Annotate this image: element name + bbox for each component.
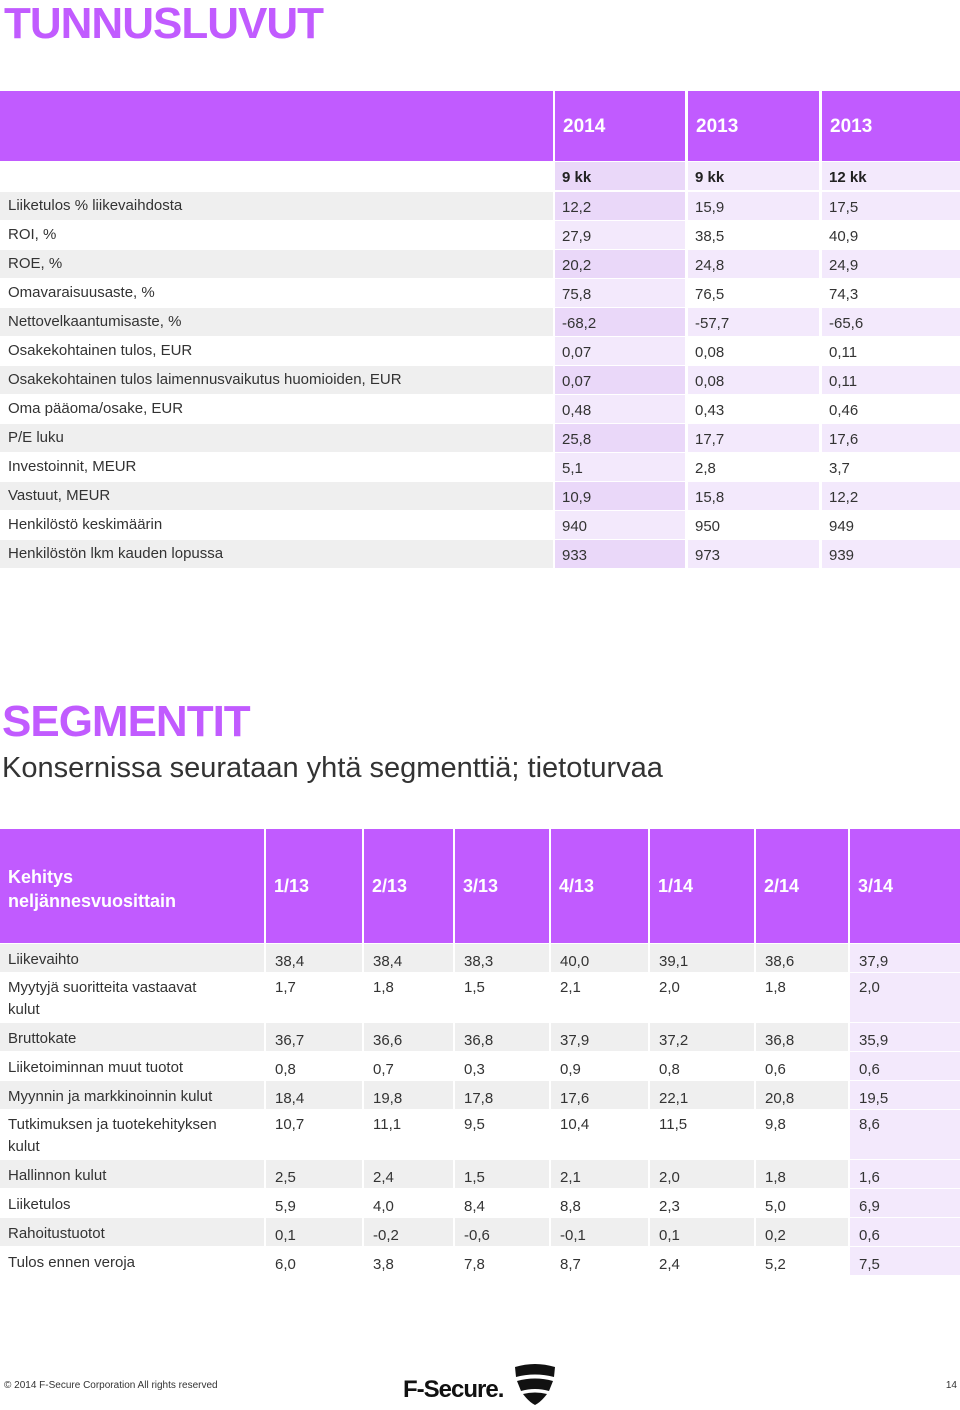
cell-value: -0,6: [455, 1218, 549, 1246]
cell-value: 36,8: [455, 1023, 549, 1051]
period-header: 12 kk: [822, 162, 960, 190]
cell-value: 0,46: [829, 402, 859, 419]
year-header: 2014: [555, 91, 685, 161]
cell-value: 40,9: [829, 228, 859, 245]
cell-value: 0,11: [822, 366, 960, 394]
cell-value: 19,5: [850, 1081, 960, 1109]
header-label-line: neljännesvuosittain: [8, 891, 177, 911]
cell-value: 939: [822, 540, 960, 568]
row-label: Nettovelkaantumisaste, %: [0, 308, 553, 336]
row-label: Henkilöstö keskimäärin: [8, 516, 163, 533]
cell-value: 949: [829, 518, 855, 535]
row-label: Tutkimuksen ja tuotekehityksen kulut: [8, 1116, 217, 1155]
row-label: Investoinnit, MEUR: [8, 458, 137, 475]
segments-header: [0, 829, 960, 943]
cell-value: 17,7: [688, 424, 819, 452]
cell-value: 2,5: [266, 1160, 362, 1188]
key-figures-header: [0, 91, 960, 161]
cell-value: 19,8: [364, 1081, 453, 1109]
quarter-header: 4/13: [551, 829, 648, 943]
row-label: Vastuut, MEUR: [0, 482, 553, 510]
cell-value: 0,43: [695, 402, 725, 419]
cell-value: 1,5: [464, 979, 485, 996]
cell-value: 2,1: [551, 1160, 648, 1188]
table-row: [0, 1022, 960, 1051]
cell-value: 36,8: [756, 1023, 848, 1051]
cell-value: 973: [688, 540, 819, 568]
cell-value: 8,8: [560, 1198, 581, 1215]
cell-value: 36,6: [364, 1023, 453, 1051]
row-label: ROI, %: [8, 226, 57, 243]
table-row: [0, 539, 960, 568]
copyright-text: © 2014 F-Secure Corporation All rights reserved: [4, 1380, 218, 1391]
cell-value: 10,4: [560, 1116, 590, 1133]
cell-value: 2,8: [695, 460, 716, 477]
cell-value: 0,11: [829, 344, 858, 361]
segments-header-label: [0, 829, 264, 943]
cell-value: 75,8: [555, 279, 685, 307]
table-row: [0, 278, 960, 307]
quarter-header: 3/14: [850, 829, 960, 943]
header-blank-cell: [0, 91, 553, 161]
year-header: 2013: [822, 91, 960, 161]
cell-value: 25,8: [555, 424, 685, 452]
cell-value: 17,5: [822, 192, 960, 220]
cell-value: 76,5: [695, 286, 725, 303]
cell-value: 1,8: [756, 1160, 848, 1188]
cell-value: 17,6: [551, 1081, 648, 1109]
cell-value: 0,08: [688, 366, 819, 394]
cell-value: 24,9: [822, 250, 960, 278]
row-label: Osakekohtainen tulos laimennusvaikutus huomioiden, EUR: [0, 366, 553, 394]
row-label: Liiketoiminnan muut tuotot: [8, 1059, 184, 1076]
cell-value: 24,8: [688, 250, 819, 278]
cell-value: 12,2: [555, 192, 685, 220]
row-label: Hallinnon kulut: [0, 1160, 264, 1188]
cell-value: -68,2: [555, 308, 685, 336]
cell-value: 0,8: [659, 1061, 680, 1078]
table-row: [0, 1080, 960, 1109]
page-number: 14: [945, 1380, 957, 1391]
cell-value: 0,6: [765, 1061, 786, 1078]
cell-value: 933: [555, 540, 685, 568]
cell-value: 2,1: [560, 979, 581, 996]
segments-subtitle: Konsernissa seurataan yhtä segmenttiä; tietoturvaa: [2, 752, 663, 784]
cell-value: 40,0: [551, 944, 648, 972]
table-row: [0, 943, 960, 972]
cell-value: 20,8: [756, 1081, 848, 1109]
row-label: Myynnin ja markkinoinnin kulut: [0, 1081, 264, 1109]
quarter-header: 2/14: [756, 829, 848, 943]
cell-value: 74,3: [829, 286, 859, 303]
table-row: [0, 191, 960, 220]
row-label: Henkilöstön lkm kauden lopussa: [0, 540, 553, 568]
cell-value: -57,7: [688, 308, 819, 336]
cell-value: 0,9: [560, 1061, 581, 1078]
cell-value: 2,0: [659, 979, 680, 996]
cell-value: 2,0: [650, 1160, 754, 1188]
cell-value: 3,8: [373, 1256, 394, 1273]
cell-value: 2,4: [364, 1160, 453, 1188]
segments-title: SEGMENTIT: [2, 697, 250, 746]
cell-value: 0,07: [555, 337, 685, 365]
cell-value: 35,9: [850, 1023, 960, 1051]
table-row: [0, 220, 960, 249]
period-header-row: [0, 161, 960, 191]
key-figures-table: [0, 91, 960, 568]
cell-value: 37,2: [650, 1023, 754, 1051]
cell-value: 38,4: [364, 944, 453, 972]
table-row: [0, 510, 960, 539]
cell-value: 37,9: [551, 1023, 648, 1051]
cell-value: 8,7: [560, 1256, 581, 1273]
cell-value: 3,7: [829, 460, 850, 477]
cell-value: 39,1: [650, 944, 754, 972]
cell-value: 940: [555, 511, 685, 539]
table-row: [0, 365, 960, 394]
cell-value: 27,9: [555, 221, 685, 249]
period-header: 9 kk: [555, 162, 685, 190]
table-row: [0, 307, 960, 336]
row-label: Rahoitustuotot: [0, 1218, 264, 1246]
cell-value: 0,8: [275, 1061, 296, 1078]
cell-value: 38,6: [756, 944, 848, 972]
table-row: [0, 1051, 960, 1080]
cell-value: 5,0: [765, 1198, 786, 1215]
table-row: [0, 1188, 960, 1217]
cell-value: 38,5: [695, 228, 725, 245]
cell-value: 8,6: [850, 1110, 960, 1159]
cell-value: 15,8: [688, 482, 819, 510]
cell-value: 38,4: [266, 944, 362, 972]
cell-value: -65,6: [822, 308, 960, 336]
cell-value: 22,1: [650, 1081, 754, 1109]
row-label: Liiketulos: [8, 1196, 71, 1213]
key-figures-body: [0, 191, 960, 568]
cell-value: 17,8: [455, 1081, 549, 1109]
table-row: [0, 1159, 960, 1188]
cell-value: 10,9: [555, 482, 685, 510]
cell-value: 9,5: [464, 1116, 485, 1133]
cell-value: 0,1: [266, 1218, 362, 1246]
cell-value: 1,7: [275, 979, 296, 996]
cell-value: 0,48: [555, 395, 685, 423]
cell-value: 0,7: [373, 1061, 394, 1078]
cell-value: 1,6: [850, 1160, 960, 1188]
cell-value: 12,2: [822, 482, 960, 510]
cell-value: 2,3: [659, 1198, 680, 1215]
cell-value: -0,1: [551, 1218, 648, 1246]
year-header: 2013: [688, 91, 819, 161]
cell-value: 2,4: [659, 1256, 680, 1273]
cell-value: 38,3: [455, 944, 549, 972]
cell-value: 5,1: [555, 453, 685, 481]
cell-value: 7,8: [464, 1256, 485, 1273]
cell-value: 10,7: [275, 1116, 305, 1133]
cell-value: 5,9: [275, 1198, 296, 1215]
table-row: [0, 481, 960, 510]
cell-value: 1,5: [455, 1160, 549, 1188]
header-label-line: Kehitys: [8, 867, 74, 887]
cell-value: -0,2: [364, 1218, 453, 1246]
cell-value: 17,6: [822, 424, 960, 452]
table-row: [0, 249, 960, 278]
row-label: Omavaraisuusaste, %: [8, 284, 155, 301]
cell-value: 5,2: [765, 1256, 786, 1273]
logo-text: F-Secure.: [403, 1376, 504, 1403]
cell-value: 4,0: [373, 1198, 394, 1215]
period-header: 9 kk: [688, 162, 819, 190]
cell-value: 0,08: [695, 344, 725, 361]
cell-value: 7,5: [850, 1247, 960, 1275]
cell-value: 1,8: [765, 979, 786, 996]
cell-value: 8,4: [464, 1198, 485, 1215]
quarter-header: 3/13: [455, 829, 549, 943]
table-row: [0, 1217, 960, 1246]
cell-value: 0,3: [464, 1061, 485, 1078]
table-row: [0, 972, 960, 1022]
quarter-header: 1/14: [650, 829, 754, 943]
cell-value: 20,2: [555, 250, 685, 278]
quarter-header: 1/13: [266, 829, 362, 943]
cell-value: 0,6: [850, 1052, 960, 1080]
cell-value: 37,9: [850, 944, 960, 972]
cell-value: 11,1: [373, 1116, 402, 1133]
cell-value: 11,5: [659, 1116, 688, 1133]
table-row: [0, 1246, 960, 1275]
cell-value: 15,9: [688, 192, 819, 220]
f-secure-logo: [403, 1363, 563, 1405]
table-row: [0, 452, 960, 481]
segments-table: [0, 829, 960, 1275]
row-label: ROE, %: [0, 250, 553, 278]
cell-value: 0,6: [850, 1218, 960, 1246]
row-label: Oma pääoma/osake, EUR: [8, 400, 184, 417]
table-row: [0, 394, 960, 423]
row-label: Bruttokate: [0, 1023, 264, 1051]
table-row: [0, 423, 960, 452]
cell-value: 6,0: [275, 1256, 296, 1273]
segments-body: [0, 943, 960, 1275]
cell-value: 36,7: [266, 1023, 362, 1051]
cell-value: 2,0: [850, 973, 960, 1022]
row-label: Liikevaihto: [0, 944, 264, 972]
row-label: P/E luku: [0, 424, 553, 452]
table-row: [0, 336, 960, 365]
page-title: TUNNUSLUVUT: [4, 0, 323, 48]
row-label: Tulos ennen veroja: [8, 1254, 136, 1271]
row-label: Myytyjä suoritteita vastaavat kulut: [8, 979, 197, 1018]
quarter-header: 2/13: [364, 829, 453, 943]
cell-value: 0,1: [650, 1218, 754, 1246]
cell-value: 0,2: [756, 1218, 848, 1246]
cell-value: 1,8: [373, 979, 394, 996]
row-label: Liiketulos % liikevaihdosta: [0, 192, 553, 220]
cell-value: 950: [695, 518, 721, 535]
cell-value: 9,8: [765, 1116, 786, 1133]
cell-value: 6,9: [850, 1189, 960, 1217]
cell-value: 18,4: [266, 1081, 362, 1109]
row-label: Osakekohtainen tulos, EUR: [8, 342, 193, 359]
table-row: [0, 1109, 960, 1159]
cell-value: 0,07: [555, 366, 685, 394]
